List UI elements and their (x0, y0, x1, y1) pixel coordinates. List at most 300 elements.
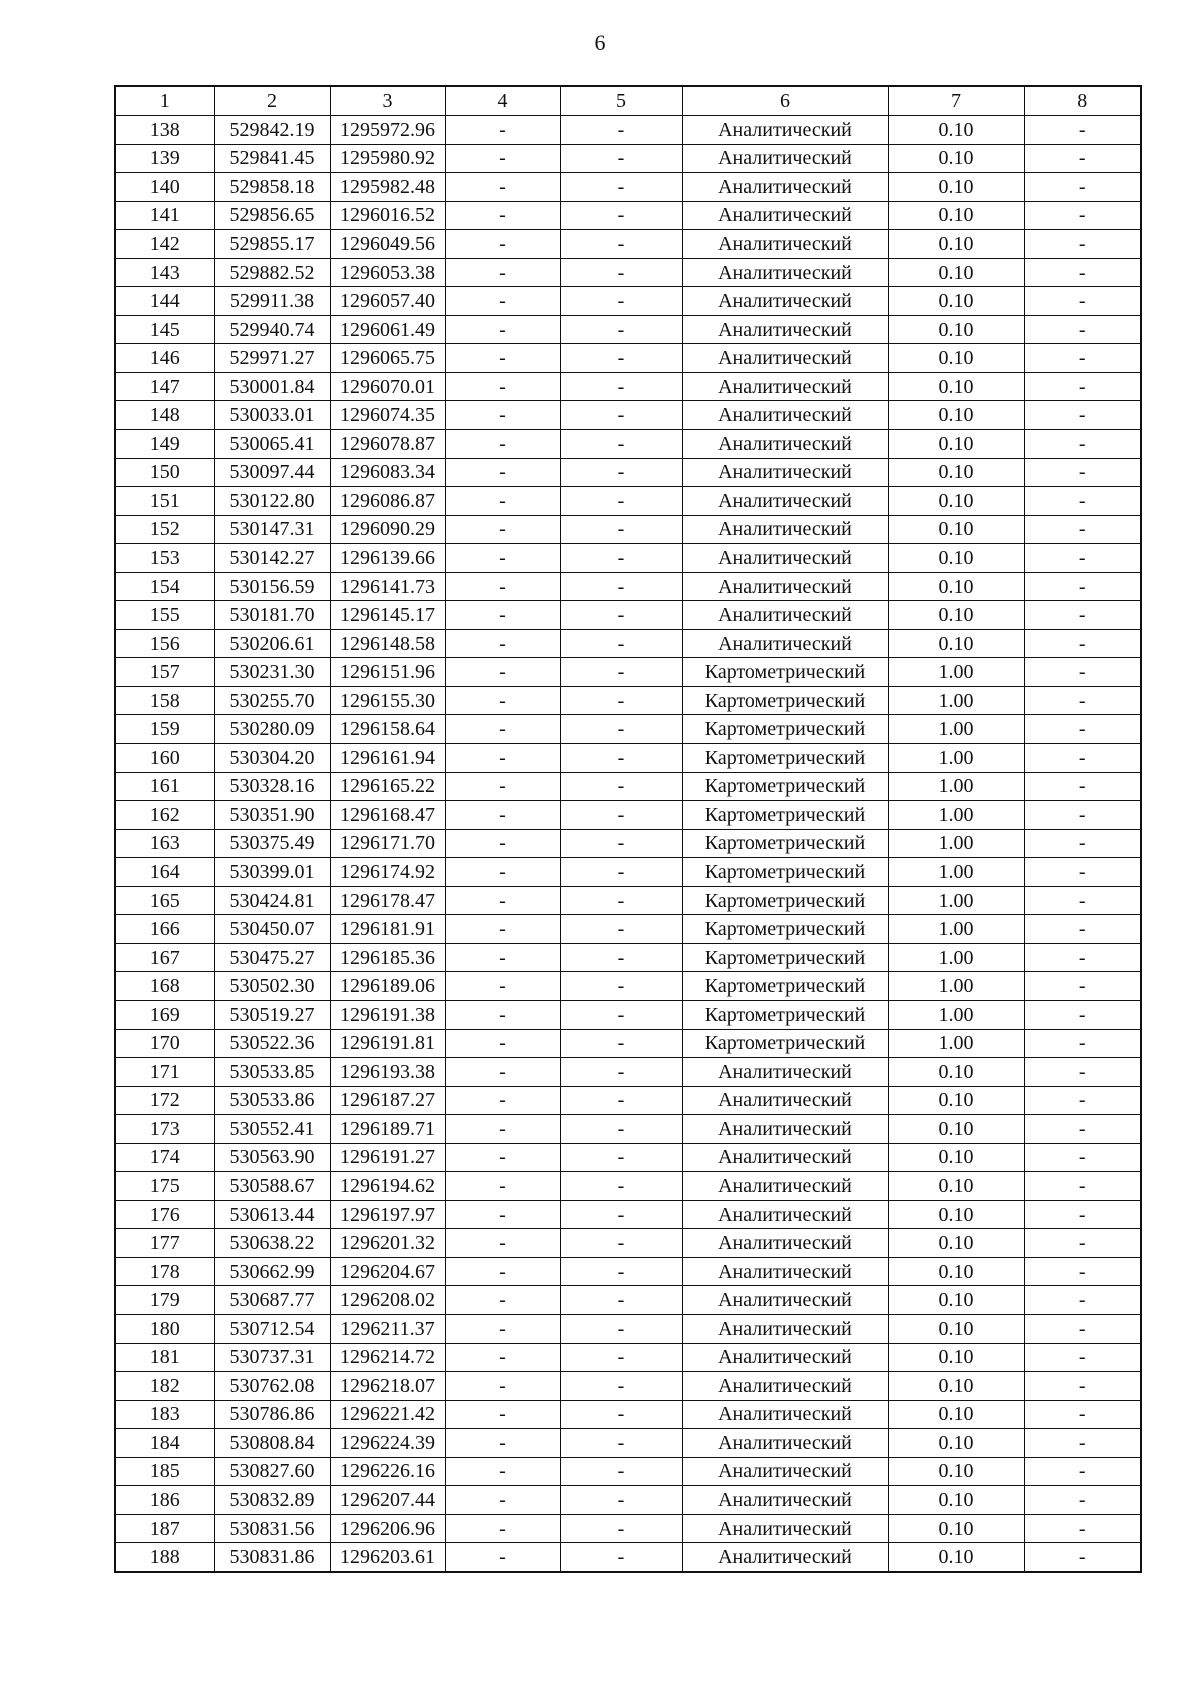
table-row (115, 772, 1141, 801)
point-number-cell: 151 (115, 487, 214, 516)
x-coordinate-cell: 529940.74 (214, 315, 330, 344)
accuracy-cell: 1.00 (888, 1000, 1024, 1029)
method-cell: Аналитический (682, 258, 888, 287)
y-coordinate-cell: 1296206.96 (330, 1514, 445, 1543)
x-coordinate-cell: 530147.31 (214, 515, 330, 544)
col4-cell: - (445, 1086, 560, 1115)
col4-cell: - (445, 1143, 560, 1172)
x-coordinate-cell: 529841.45 (214, 144, 330, 173)
x-coordinate-cell: 530502.30 (214, 972, 330, 1001)
table-row (115, 829, 1141, 858)
point-number-cell: 157 (115, 658, 214, 687)
header-col-x: 2 (214, 86, 330, 116)
accuracy-cell: 1.00 (888, 801, 1024, 830)
point-number-cell: 142 (115, 230, 214, 259)
y-coordinate-cell: 1296207.44 (330, 1486, 445, 1515)
col4-cell: - (445, 801, 560, 830)
x-coordinate-cell: 530613.44 (214, 1200, 330, 1229)
col8-cell: - (1024, 258, 1141, 287)
x-coordinate-cell: 530588.67 (214, 1172, 330, 1201)
point-number-cell: 167 (115, 943, 214, 972)
col4-cell: - (445, 1514, 560, 1543)
accuracy-cell: 0.10 (888, 430, 1024, 459)
col4-cell: - (445, 372, 560, 401)
col8-cell: - (1024, 487, 1141, 516)
col5-cell: - (560, 1143, 682, 1172)
y-coordinate-cell: 1295982.48 (330, 173, 445, 202)
y-coordinate-cell: 1296061.49 (330, 315, 445, 344)
col4-cell: - (445, 230, 560, 259)
table-row (115, 1514, 1141, 1543)
y-coordinate-cell: 1296145.17 (330, 601, 445, 630)
point-number-cell: 181 (115, 1343, 214, 1372)
x-coordinate-cell: 530662.99 (214, 1257, 330, 1286)
col8-cell: - (1024, 629, 1141, 658)
table-row (115, 458, 1141, 487)
point-number-cell: 185 (115, 1457, 214, 1486)
x-coordinate-cell: 530231.30 (214, 658, 330, 687)
col4-cell: - (445, 1257, 560, 1286)
y-coordinate-cell: 1295972.96 (330, 116, 445, 145)
method-cell: Аналитический (682, 1543, 888, 1572)
col4-cell: - (445, 1543, 560, 1572)
accuracy-cell: 0.10 (888, 1200, 1024, 1229)
table-row (115, 1029, 1141, 1058)
table-row (115, 886, 1141, 915)
col4-cell: - (445, 1314, 560, 1343)
x-coordinate-cell: 530097.44 (214, 458, 330, 487)
y-coordinate-cell: 1296165.22 (330, 772, 445, 801)
x-coordinate-cell: 530638.22 (214, 1229, 330, 1258)
col5-cell: - (560, 658, 682, 687)
table-row (115, 1143, 1141, 1172)
table-row (115, 915, 1141, 944)
col4-cell: - (445, 1172, 560, 1201)
col5-cell: - (560, 744, 682, 773)
col8-cell: - (1024, 601, 1141, 630)
x-coordinate-cell: 529971.27 (214, 344, 330, 373)
accuracy-cell: 0.10 (888, 1543, 1024, 1572)
method-cell: Аналитический (682, 1486, 888, 1515)
y-coordinate-cell: 1296187.27 (330, 1086, 445, 1115)
col5-cell: - (560, 1200, 682, 1229)
y-coordinate-cell: 1296197.97 (330, 1200, 445, 1229)
table-row (115, 1486, 1141, 1515)
col5-cell: - (560, 116, 682, 145)
col8-cell: - (1024, 1343, 1141, 1372)
y-coordinate-cell: 1296158.64 (330, 715, 445, 744)
table-row (115, 744, 1141, 773)
col4-cell: - (445, 772, 560, 801)
x-coordinate-cell: 530255.70 (214, 686, 330, 715)
y-coordinate-cell: 1296016.52 (330, 201, 445, 230)
col8-cell: - (1024, 1514, 1141, 1543)
y-coordinate-cell: 1296178.47 (330, 886, 445, 915)
y-coordinate-cell: 1296191.81 (330, 1029, 445, 1058)
point-number-cell: 171 (115, 1058, 214, 1087)
y-coordinate-cell: 1296208.02 (330, 1286, 445, 1315)
method-cell: Аналитический (682, 1229, 888, 1258)
table-row (115, 972, 1141, 1001)
col4-cell: - (445, 572, 560, 601)
col8-cell: - (1024, 458, 1141, 487)
col5-cell: - (560, 572, 682, 601)
method-cell: Аналитический (682, 1372, 888, 1401)
header-col-4: 4 (445, 86, 560, 116)
table-row (115, 487, 1141, 516)
x-coordinate-cell: 529842.19 (214, 116, 330, 145)
y-coordinate-cell: 1296174.92 (330, 858, 445, 887)
col5-cell: - (560, 1343, 682, 1372)
col5-cell: - (560, 1286, 682, 1315)
col5-cell: - (560, 1486, 682, 1515)
x-coordinate-cell: 530533.85 (214, 1058, 330, 1087)
table-row (115, 943, 1141, 972)
col5-cell: - (560, 258, 682, 287)
col4-cell: - (445, 430, 560, 459)
y-coordinate-cell: 1296191.27 (330, 1143, 445, 1172)
y-coordinate-cell: 1296194.62 (330, 1172, 445, 1201)
method-cell: Картометрический (682, 858, 888, 887)
x-coordinate-cell: 530375.49 (214, 829, 330, 858)
table-row (115, 401, 1141, 430)
col5-cell: - (560, 1457, 682, 1486)
accuracy-cell: 0.10 (888, 1257, 1024, 1286)
col5-cell: - (560, 487, 682, 516)
x-coordinate-cell: 530519.27 (214, 1000, 330, 1029)
table-row (115, 1314, 1141, 1343)
x-coordinate-cell: 529856.65 (214, 201, 330, 230)
method-cell: Аналитический (682, 1429, 888, 1458)
accuracy-cell: 0.10 (888, 515, 1024, 544)
col8-cell: - (1024, 915, 1141, 944)
accuracy-cell: 0.10 (888, 1286, 1024, 1315)
point-number-cell: 148 (115, 401, 214, 430)
y-coordinate-cell: 1296181.91 (330, 915, 445, 944)
accuracy-cell: 0.10 (888, 1058, 1024, 1087)
col8-cell: - (1024, 1286, 1141, 1315)
method-cell: Аналитический (682, 116, 888, 145)
col5-cell: - (560, 1058, 682, 1087)
y-coordinate-cell: 1296185.36 (330, 943, 445, 972)
y-coordinate-cell: 1296155.30 (330, 686, 445, 715)
table-row (115, 601, 1141, 630)
accuracy-cell: 0.10 (888, 1229, 1024, 1258)
col4-cell: - (445, 1000, 560, 1029)
col5-cell: - (560, 173, 682, 202)
method-cell: Аналитический (682, 287, 888, 316)
point-number-cell: 186 (115, 1486, 214, 1515)
col5-cell: - (560, 1115, 682, 1144)
y-coordinate-cell: 1296049.56 (330, 230, 445, 259)
col5-cell: - (560, 230, 682, 259)
col8-cell: - (1024, 1543, 1141, 1572)
table-row (115, 1058, 1141, 1087)
y-coordinate-cell: 1296086.87 (330, 487, 445, 516)
table-row (115, 344, 1141, 373)
method-cell: Аналитический (682, 1257, 888, 1286)
col8-cell: - (1024, 1314, 1141, 1343)
col8-cell: - (1024, 1457, 1141, 1486)
point-number-cell: 179 (115, 1286, 214, 1315)
table-row (115, 1343, 1141, 1372)
table-row (115, 658, 1141, 687)
y-coordinate-cell: 1296070.01 (330, 372, 445, 401)
header-col-method: 6 (682, 86, 888, 116)
col4-cell: - (445, 201, 560, 230)
accuracy-cell: 1.00 (888, 715, 1024, 744)
col8-cell: - (1024, 430, 1141, 459)
col5-cell: - (560, 544, 682, 573)
method-cell: Аналитический (682, 1343, 888, 1372)
method-cell: Аналитический (682, 458, 888, 487)
table-row (115, 858, 1141, 887)
x-coordinate-cell: 530351.90 (214, 801, 330, 830)
point-number-cell: 183 (115, 1400, 214, 1429)
col5-cell: - (560, 686, 682, 715)
col8-cell: - (1024, 658, 1141, 687)
col4-cell: - (445, 544, 560, 573)
method-cell: Аналитический (682, 572, 888, 601)
y-coordinate-cell: 1296148.58 (330, 629, 445, 658)
method-cell: Картометрический (682, 943, 888, 972)
method-cell: Картометрический (682, 1029, 888, 1058)
col5-cell: - (560, 829, 682, 858)
col5-cell: - (560, 1029, 682, 1058)
y-coordinate-cell: 1296191.38 (330, 1000, 445, 1029)
method-cell: Аналитический (682, 344, 888, 373)
col5-cell: - (560, 1000, 682, 1029)
table-row (115, 544, 1141, 573)
col5-cell: - (560, 1400, 682, 1429)
point-number-cell: 140 (115, 173, 214, 202)
point-number-cell: 168 (115, 972, 214, 1001)
col8-cell: - (1024, 1429, 1141, 1458)
table-row (115, 1257, 1141, 1286)
x-coordinate-cell: 530737.31 (214, 1343, 330, 1372)
header-col-number: 1 (115, 86, 214, 116)
point-number-cell: 178 (115, 1257, 214, 1286)
method-cell: Аналитический (682, 1400, 888, 1429)
table-row (115, 173, 1141, 202)
table-row (115, 116, 1141, 145)
col4-cell: - (445, 943, 560, 972)
point-number-cell: 163 (115, 829, 214, 858)
point-number-cell: 144 (115, 287, 214, 316)
col8-cell: - (1024, 372, 1141, 401)
col5-cell: - (560, 287, 682, 316)
method-cell: Картометрический (682, 744, 888, 773)
header-col-8: 8 (1024, 86, 1141, 116)
point-number-cell: 165 (115, 886, 214, 915)
point-number-cell: 154 (115, 572, 214, 601)
method-cell: Аналитический (682, 1143, 888, 1172)
y-coordinate-cell: 1296151.96 (330, 658, 445, 687)
method-cell: Аналитический (682, 230, 888, 259)
table-row (115, 1543, 1141, 1572)
y-coordinate-cell: 1296083.34 (330, 458, 445, 487)
page-number: 6 (594, 30, 606, 55)
col8-cell: - (1024, 201, 1141, 230)
col5-cell: - (560, 1429, 682, 1458)
col8-cell: - (1024, 1029, 1141, 1058)
point-number-cell: 145 (115, 315, 214, 344)
col4-cell: - (445, 1429, 560, 1458)
table-row (115, 715, 1141, 744)
col5-cell: - (560, 715, 682, 744)
point-number-cell: 173 (115, 1115, 214, 1144)
accuracy-cell: 0.10 (888, 372, 1024, 401)
method-cell: Аналитический (682, 1314, 888, 1343)
point-number-cell: 158 (115, 686, 214, 715)
table-row (115, 1200, 1141, 1229)
y-coordinate-cell: 1296141.73 (330, 572, 445, 601)
point-number-cell: 139 (115, 144, 214, 173)
point-number-cell: 162 (115, 801, 214, 830)
col5-cell: - (560, 201, 682, 230)
accuracy-cell: 0.10 (888, 144, 1024, 173)
x-coordinate-cell: 530687.77 (214, 1286, 330, 1315)
y-coordinate-cell: 1296168.47 (330, 801, 445, 830)
point-number-cell: 143 (115, 258, 214, 287)
accuracy-cell: 1.00 (888, 943, 1024, 972)
point-number-cell: 141 (115, 201, 214, 230)
method-cell: Картометрический (682, 972, 888, 1001)
col8-cell: - (1024, 772, 1141, 801)
col8-cell: - (1024, 144, 1141, 173)
col8-cell: - (1024, 230, 1141, 259)
table-row (115, 287, 1141, 316)
col5-cell: - (560, 144, 682, 173)
col4-cell: - (445, 886, 560, 915)
y-coordinate-cell: 1296201.32 (330, 1229, 445, 1258)
y-coordinate-cell: 1296226.16 (330, 1457, 445, 1486)
col5-cell: - (560, 943, 682, 972)
accuracy-cell: 0.10 (888, 544, 1024, 573)
method-cell: Аналитический (682, 1286, 888, 1315)
point-number-cell: 176 (115, 1200, 214, 1229)
col8-cell: - (1024, 544, 1141, 573)
col8-cell: - (1024, 315, 1141, 344)
col5-cell: - (560, 601, 682, 630)
col8-cell: - (1024, 515, 1141, 544)
accuracy-cell: 0.10 (888, 1429, 1024, 1458)
accuracy-cell: 0.10 (888, 1372, 1024, 1401)
x-coordinate-cell: 530304.20 (214, 744, 330, 773)
x-coordinate-cell: 530450.07 (214, 915, 330, 944)
col5-cell: - (560, 1086, 682, 1115)
x-coordinate-cell: 530832.89 (214, 1486, 330, 1515)
col5-cell: - (560, 344, 682, 373)
accuracy-cell: 1.00 (888, 744, 1024, 773)
col8-cell: - (1024, 1000, 1141, 1029)
accuracy-cell: 1.00 (888, 829, 1024, 858)
x-coordinate-cell: 530001.84 (214, 372, 330, 401)
col8-cell: - (1024, 943, 1141, 972)
point-number-cell: 150 (115, 458, 214, 487)
method-cell: Аналитический (682, 144, 888, 173)
col8-cell: - (1024, 1229, 1141, 1258)
col4-cell: - (445, 116, 560, 145)
accuracy-cell: 1.00 (888, 858, 1024, 887)
col8-cell: - (1024, 972, 1141, 1001)
method-cell: Аналитический (682, 1086, 888, 1115)
table-row (115, 1400, 1141, 1429)
method-cell: Картометрический (682, 658, 888, 687)
point-number-cell: 155 (115, 601, 214, 630)
table-row (115, 1372, 1141, 1401)
point-number-cell: 180 (115, 1314, 214, 1343)
method-cell: Аналитический (682, 1514, 888, 1543)
method-cell: Аналитический (682, 629, 888, 658)
x-coordinate-cell: 530122.80 (214, 487, 330, 516)
table-row (115, 1229, 1141, 1258)
y-coordinate-cell: 1295980.92 (330, 144, 445, 173)
x-coordinate-cell: 530399.01 (214, 858, 330, 887)
col5-cell: - (560, 772, 682, 801)
y-coordinate-cell: 1296065.75 (330, 344, 445, 373)
col8-cell: - (1024, 886, 1141, 915)
table-row (115, 230, 1141, 259)
col5-cell: - (560, 401, 682, 430)
col4-cell: - (445, 601, 560, 630)
accuracy-cell: 0.10 (888, 601, 1024, 630)
accuracy-cell: 0.10 (888, 1400, 1024, 1429)
col5-cell: - (560, 1543, 682, 1572)
col4-cell: - (445, 173, 560, 202)
x-coordinate-cell: 530181.70 (214, 601, 330, 630)
x-coordinate-cell: 530065.41 (214, 430, 330, 459)
y-coordinate-cell: 1296139.66 (330, 544, 445, 573)
col8-cell: - (1024, 686, 1141, 715)
table-row (115, 1115, 1141, 1144)
col4-cell: - (445, 315, 560, 344)
accuracy-cell: 0.10 (888, 116, 1024, 145)
y-coordinate-cell: 1296203.61 (330, 1543, 445, 1572)
x-coordinate-cell: 530033.01 (214, 401, 330, 430)
x-coordinate-cell: 529911.38 (214, 287, 330, 316)
accuracy-cell: 0.10 (888, 1514, 1024, 1543)
col4-cell: - (445, 686, 560, 715)
x-coordinate-cell: 530563.90 (214, 1143, 330, 1172)
col8-cell: - (1024, 344, 1141, 373)
method-cell: Аналитический (682, 201, 888, 230)
col4-cell: - (445, 144, 560, 173)
method-cell: Картометрический (682, 886, 888, 915)
accuracy-cell: 0.10 (888, 1343, 1024, 1372)
col8-cell: - (1024, 287, 1141, 316)
col8-cell: - (1024, 1400, 1141, 1429)
coordinates-table (114, 85, 1142, 1573)
accuracy-cell: 0.10 (888, 1457, 1024, 1486)
point-number-cell: 170 (115, 1029, 214, 1058)
x-coordinate-cell: 530522.36 (214, 1029, 330, 1058)
point-number-cell: 174 (115, 1143, 214, 1172)
col4-cell: - (445, 1400, 560, 1429)
col4-cell: - (445, 1486, 560, 1515)
x-coordinate-cell: 530827.60 (214, 1457, 330, 1486)
col8-cell: - (1024, 858, 1141, 887)
accuracy-cell: 1.00 (888, 972, 1024, 1001)
table-row (115, 801, 1141, 830)
col8-cell: - (1024, 801, 1141, 830)
header-col-y: 3 (330, 86, 445, 116)
method-cell: Аналитический (682, 315, 888, 344)
col4-cell: - (445, 629, 560, 658)
y-coordinate-cell: 1296211.37 (330, 1314, 445, 1343)
accuracy-cell: 0.10 (888, 401, 1024, 430)
accuracy-cell: 0.10 (888, 1115, 1024, 1144)
